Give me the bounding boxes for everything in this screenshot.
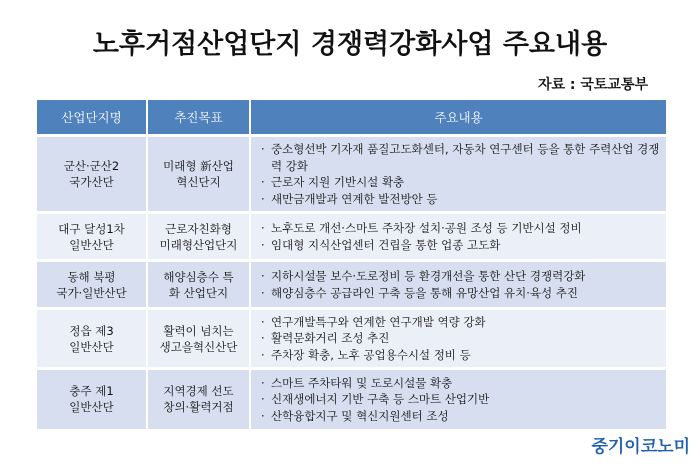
content-item: · 중소형선박 기자재 품질고도화센터, 자동차 연구센터 등을 통한 주력산업 경쟁력 강화 — [261, 142, 660, 173]
bullet-dot: · — [261, 408, 265, 423]
bullet-dot: · — [261, 269, 265, 283]
goal-cell — [147, 261, 250, 309]
table-header-row — [37, 100, 666, 136]
complex-name-line: 동해 북평 — [67, 269, 116, 284]
complex-name-line: 정읍 제3 — [69, 323, 114, 338]
complex-name-cell — [37, 213, 147, 261]
bullet-dot: · — [261, 142, 265, 156]
content-item: · 근로자 지원 기반시설 확충 — [261, 175, 405, 189]
bullet-dot: · — [261, 285, 265, 300]
content-item: · 활력문화거리 조성 추진 — [261, 331, 390, 346]
content-cell — [250, 213, 666, 261]
table-row — [37, 309, 666, 369]
complex-name-line: 일반산단 — [69, 237, 114, 252]
goal-line: 활력이 넘치는 — [163, 323, 234, 338]
content-item: · 산학융합지구 및 혁신지원센터 조성 — [261, 408, 449, 423]
bullet-dot: · — [261, 375, 265, 390]
content-item: · 스마트 주차타워 및 도로시설물 확충 — [261, 375, 453, 390]
table-row — [37, 136, 666, 213]
goal-cell — [147, 369, 250, 429]
complex-name-cell — [37, 309, 147, 369]
content-cell — [250, 309, 666, 369]
goal-line: 화 산업단지 — [168, 285, 229, 300]
goal-line: 근로자친화형 — [165, 221, 232, 236]
content-item: · 지하시설물 보수·도로정비 등 환경개선을 통한 산단 경쟁력강화 — [261, 269, 586, 283]
complex-name-cell — [37, 261, 147, 309]
complex-name-line: 군산·군산2 — [63, 159, 120, 173]
content-item: · 신재생에너지 기반 구축 등 스마트 산업기반 — [261, 392, 490, 406]
goal-line: 지역경제 선도 — [163, 384, 234, 399]
header-cell-goal: 추진목표 — [147, 100, 250, 136]
bullet-dot: · — [261, 331, 265, 346]
publisher-logo: 중기이코노미 — [591, 437, 690, 457]
complex-name-line: 일반산단 — [69, 339, 114, 354]
bullet-dot: · — [261, 314, 265, 329]
content-cell — [250, 136, 666, 213]
content-item: · 해양심층수 공급라인 구축 등을 통해 유망산업 유치·육성 추진 — [261, 285, 578, 300]
content-cell — [250, 261, 666, 309]
bullet-dot: · — [261, 191, 265, 206]
table-row — [37, 213, 666, 261]
header-cell-name: 산업단지명 — [37, 100, 147, 136]
goal-cell — [147, 309, 250, 369]
table-row — [37, 261, 666, 309]
complex-name-line: 충주 제1 — [69, 384, 114, 399]
content-item: · 주차장 확충, 노후 공업용수시설 정비 등 — [261, 347, 471, 362]
content-item: · 임대형 지식산업센터 건립을 통한 업종 고도화 — [261, 237, 501, 252]
goal-cell — [147, 213, 250, 261]
bullet-dot: · — [261, 175, 265, 189]
complex-name-line: 일반산단 — [69, 400, 114, 415]
goal-line: 혁신단지 — [176, 175, 221, 189]
complex-name-cell — [37, 136, 147, 213]
table-row — [37, 369, 666, 429]
main-table — [37, 100, 666, 429]
content-item: · 노후도로 개선·스마트 주차장 설치·공원 조성 등 기반시설 정비 — [261, 221, 582, 235]
source-note: 자료 : 국토교통부 — [537, 77, 648, 93]
complex-name-cell — [37, 369, 147, 429]
goal-line: 생고을혁신산단 — [159, 339, 238, 354]
bullet-dot: · — [261, 237, 265, 252]
goal-line: 미래형 新산업 — [163, 159, 234, 173]
content-item: · 새만금개발과 연계한 발전방안 등 — [261, 191, 438, 206]
header-cell-content: 주요내용 — [250, 100, 666, 136]
goal-cell — [147, 136, 250, 213]
page-title: 노후거점산업단지 경쟁력강화사업 주요내용 — [92, 29, 608, 60]
content-item: · 연구개발특구와 연계한 연구개발 역량 강화 — [261, 314, 486, 329]
complex-name-line: 대구 달성1차 — [58, 221, 125, 236]
bullet-dot: · — [261, 392, 265, 406]
bullet-dot: · — [261, 221, 265, 235]
complex-name-line: 국가산단 — [69, 175, 114, 189]
bullet-dot: · — [261, 347, 265, 362]
content-cell — [250, 369, 666, 429]
goal-line: 해양심층수 특 — [163, 269, 234, 284]
goal-line: 창의·활력거점 — [163, 400, 234, 415]
complex-name-line: 국가·일반산단 — [56, 285, 127, 300]
goal-line: 미래형산업단지 — [159, 237, 238, 252]
